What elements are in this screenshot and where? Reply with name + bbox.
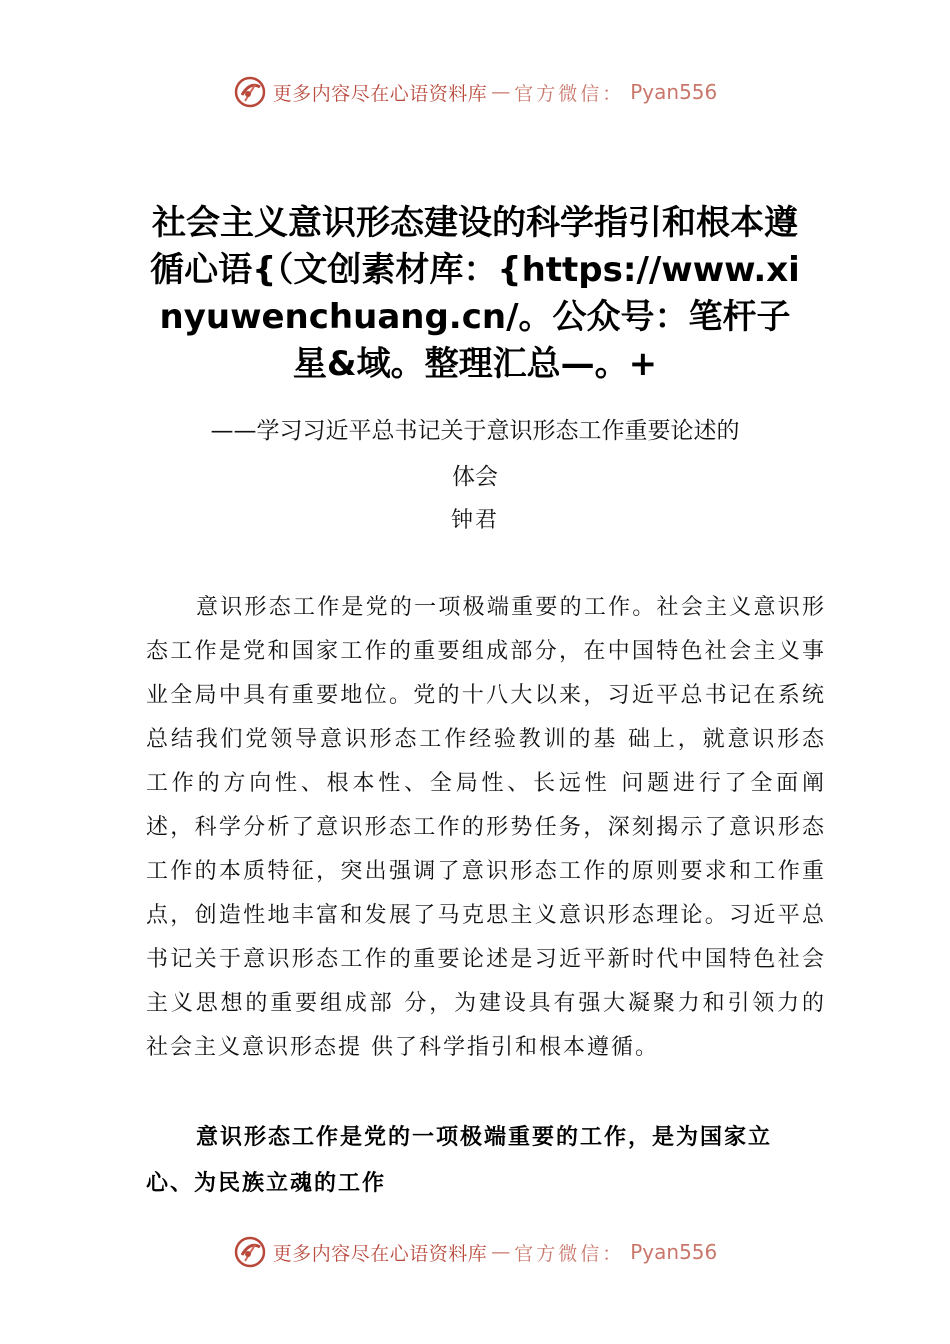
wechat-label: 官方微信： bbox=[514, 1242, 625, 1265]
banner-text: 更多内容尽在心语资料库 bbox=[272, 1242, 488, 1265]
author-name: 钟君 bbox=[450, 508, 499, 533]
document-title: 社会主义意识形态建设的科学指引和根本遵循心语{（文创素材库：{https://www.xinyuwenchuang.cn/。公众号：笔杆子星&域。整理汇总—。+ bbox=[150, 203, 800, 384]
subtitle-line-1: ——学习习近平总书记关于意识形态工作重要论述的 bbox=[210, 418, 740, 444]
document-subtitle bbox=[150, 408, 800, 500]
brand-logo-icon bbox=[233, 1235, 267, 1269]
banner-separator: — bbox=[491, 81, 511, 103]
header-banner bbox=[0, 72, 950, 112]
banner-separator: — bbox=[491, 1241, 511, 1263]
wechat-id: Pyan556 bbox=[630, 1240, 718, 1264]
wechat-label: 官方微信： bbox=[514, 82, 625, 105]
wechat-id: Pyan556 bbox=[630, 80, 718, 104]
body-paragraph: 意识形态工作是党的一项极端重要的工作。社会主义意识形态工作是党和国家工作的重要组成部分，在中国特色社会主义事业全局中具有重要地位。党的十八大以来，习近平总书记在系统总结我们党领导意识形态工作经验教训的基 础上，就意识形态工作的方向性、根本性、全局性、长远性 问题进行了全面阐述，科学分析了意识形态工作的形势任务，深刻揭示了意识形态工作的本质特征，突出强调了意识形态工作的原则要求和工作重点，创造性地丰富和发展了马克思主义意识形态理论。习近平总书记关于意识形态工作的重要论述是习近平新时代中国特色社会主义思想的重要组成部 分，为建设具有强大凝聚力和引领力的社会主义意识形态提 供了科学指引和根本遵循。 bbox=[146, 595, 826, 1060]
brand-logo-icon bbox=[233, 75, 267, 109]
banner-text: 更多内容尽在心语资料库 bbox=[272, 82, 488, 105]
subtitle-line-2: 体会 bbox=[452, 464, 498, 490]
section-heading: 意识形态工作是党的一项极端重要的工作，是为国家立心、为民族立魂的工作 bbox=[146, 1124, 773, 1196]
footer-banner bbox=[0, 1232, 950, 1272]
